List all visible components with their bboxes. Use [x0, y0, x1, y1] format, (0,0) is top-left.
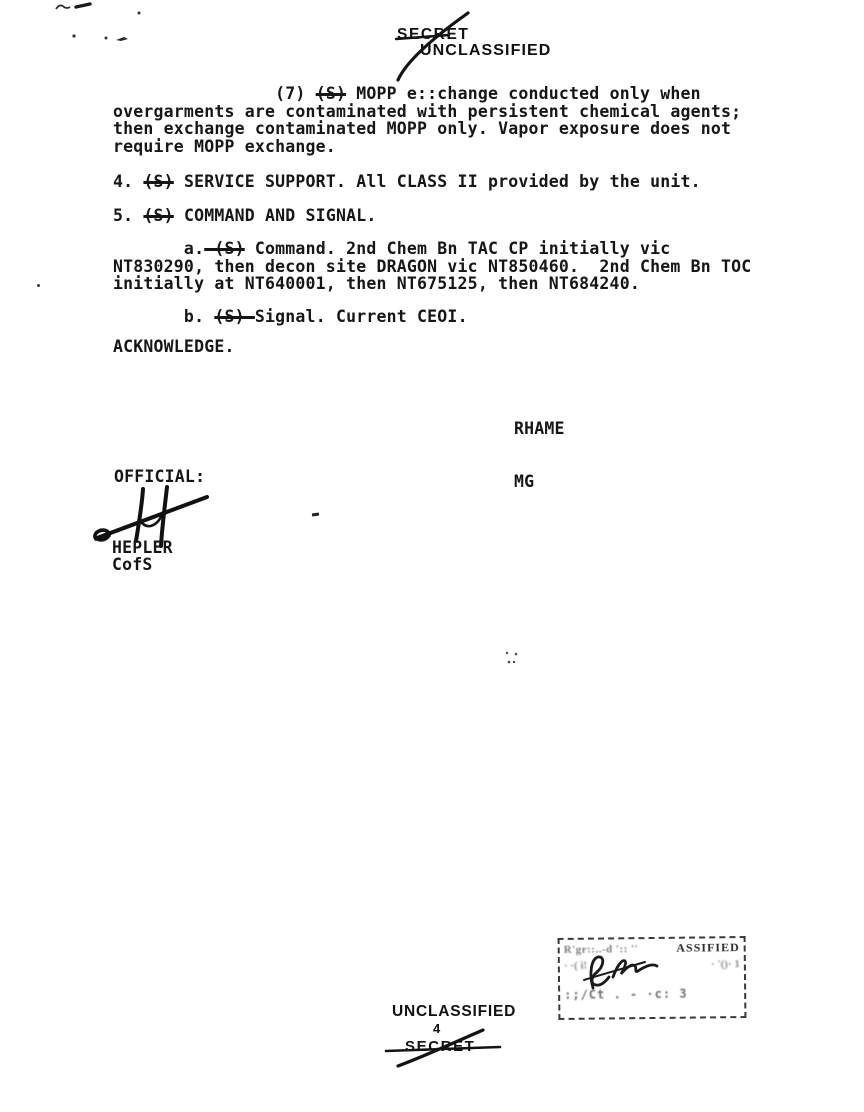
stray-pen-dash	[312, 513, 319, 517]
signoff-block	[514, 385, 565, 525]
header-unclassified-label: UNCLASSIFIED	[420, 42, 552, 59]
official-title: CofS	[112, 555, 153, 574]
text-line	[113, 173, 701, 191]
page-number: 4	[433, 1021, 441, 1036]
text-line	[113, 338, 235, 356]
paragraph-command-and-signal	[113, 207, 377, 225]
paragraph-service-support	[113, 173, 701, 191]
struck-classification-marker: (S)	[315, 84, 347, 103]
stray-ink-dot	[37, 284, 40, 287]
footer-unclassified-label: UNCLASSIFIED	[392, 1003, 517, 1020]
text-segment: b.	[113, 307, 215, 326]
text-line	[113, 258, 751, 276]
text-line	[113, 275, 751, 293]
stamp-initials-signature	[570, 950, 670, 998]
stamp-text-assified: ASSIFIED	[676, 940, 740, 955]
text-segment: 4.	[113, 172, 144, 191]
text-segment: Signal. Current CEOI.	[254, 307, 468, 326]
text-line	[113, 85, 741, 103]
text-segment: overgarments are contaminated with persistent chemical agents;	[113, 101, 742, 121]
stamp-date-left: · ·( i!	[563, 959, 588, 972]
signoff-name: RHAME	[514, 419, 565, 438]
paragraph-mopp-exchange	[113, 85, 741, 155]
body-text	[113, 0, 813, 400]
text-segment: require MOPP exchange.	[113, 136, 336, 156]
paragraph-signal	[113, 308, 468, 326]
struck-classification-marker: (S)	[143, 172, 174, 191]
paragraph-acknowledge	[113, 338, 235, 356]
text-line	[113, 120, 741, 138]
text-segment: COMMAND AND SIGNAL.	[173, 206, 377, 225]
header-secret-classification: SECRET	[397, 26, 470, 43]
text-segment: (7)	[113, 84, 316, 103]
text-line	[113, 240, 751, 258]
struck-classification-marker: (S)	[143, 206, 174, 225]
text-line	[113, 207, 377, 225]
struck-classification-marker: (S)	[214, 307, 255, 326]
paragraph-command-locations	[113, 240, 751, 293]
text-segment: ACKNOWLEDGE.	[113, 337, 235, 356]
text-segment: Command. 2nd Chem Bn TAC CP initially vic	[244, 239, 671, 258]
text-line	[113, 308, 468, 326]
stamp-line-authority: :;/Ct . - ·c: 3	[564, 986, 688, 1002]
official-name: HEPLER	[112, 538, 173, 557]
footer-secret-classification: SECRET	[405, 1038, 476, 1055]
stamp-date-right: · '()· 1	[711, 958, 740, 971]
signoff-rank: MG	[514, 471, 535, 491]
stray-dots-mid-page	[500, 645, 530, 670]
struck-classification-marker: (S)	[204, 239, 245, 258]
text-segment: 5.	[113, 206, 144, 225]
official-label: OFFICIAL:	[114, 467, 206, 486]
text-segment: initially at NT640001, then NT675125, then NT684240.	[113, 274, 640, 293]
text-segment: MOPP e::change conducted only when	[346, 84, 701, 103]
footer-secret-strikeout-mark	[380, 1024, 510, 1070]
text-segment: SERVICE SUPPORT. All CLASS II provided by the unit.	[173, 172, 701, 191]
text-segment: NT830290, then decon site DRAGON vic NT850460. 2nd Chem Bn TOC	[113, 256, 752, 276]
stamp-text-faded: R'gr::..-d ':: ''	[563, 943, 639, 956]
text-segment: a.	[113, 239, 205, 258]
text-segment: then exchange contaminated MOPP only. Vapor exposure does not	[113, 119, 732, 138]
text-line	[113, 103, 741, 121]
text-line	[113, 138, 741, 156]
